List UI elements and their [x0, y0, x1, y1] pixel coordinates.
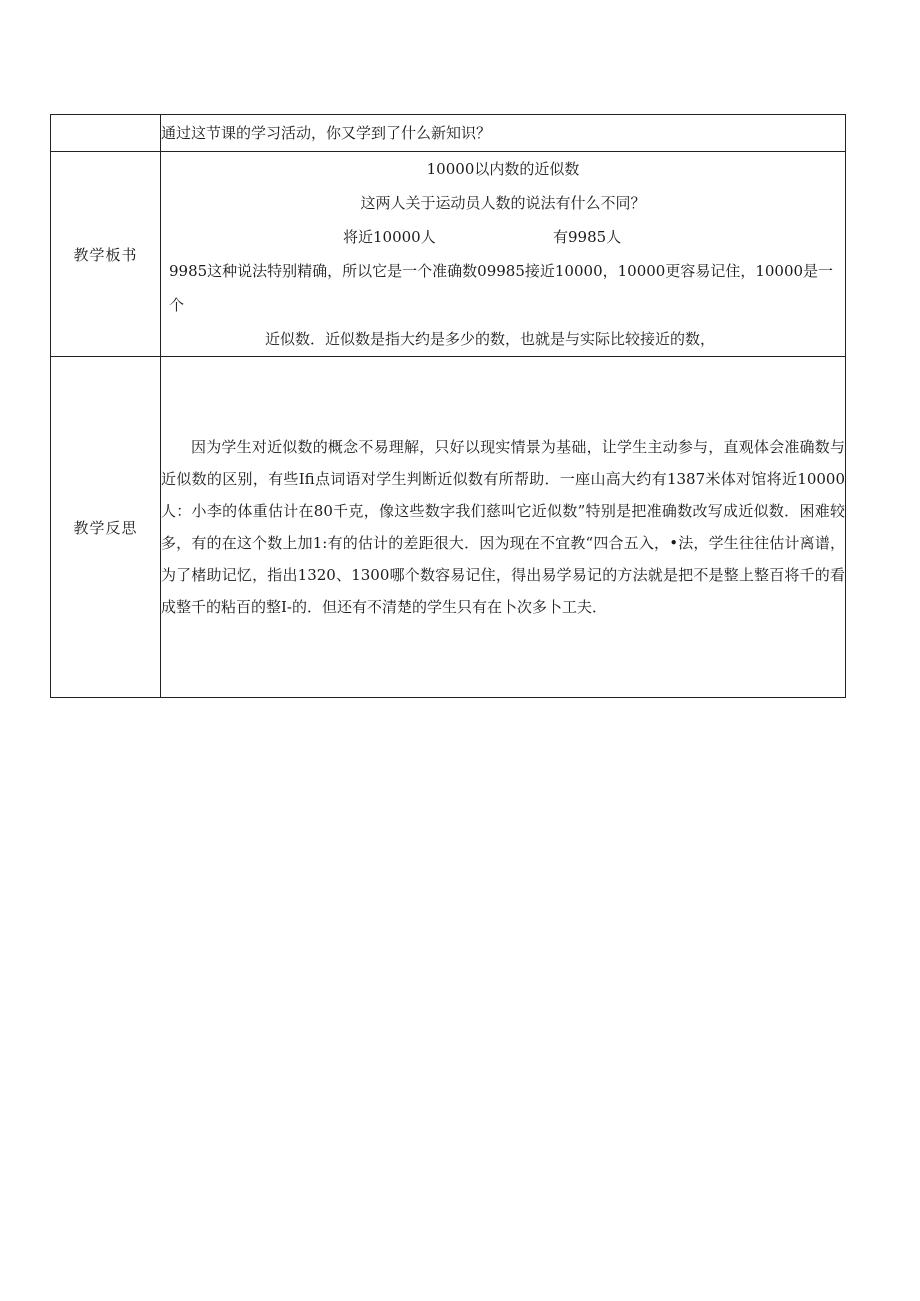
board-question: 这两人关于运动员人数的说法有什么不同？ — [360, 194, 646, 212]
board-statements — [161, 220, 845, 254]
board-title: 10000以内数的近似数 — [426, 160, 580, 178]
board-left-statement: 将近10000人 — [343, 228, 436, 246]
reflection-label: 教学反思 — [51, 357, 161, 698]
reflection-row — [51, 357, 846, 698]
summary-question: 通过这节课的学习活动，你又学到了什么新知识？ — [161, 115, 846, 152]
lesson-plan-table — [50, 114, 846, 698]
board-explanation-line1: 9985这种说法特别精确，所以它是一个准确数09985接近10000，10000更容易记住，10000是一个 — [169, 262, 834, 314]
reflection-content — [161, 357, 846, 698]
board-explanation-line2: 近似数．近似数是指大约是多少的数，也就是与实际比较接近的数， — [265, 330, 716, 348]
board-explanation — [161, 254, 845, 356]
board-content — [161, 152, 846, 357]
reflection-text: 因为学生对近似数的概念不易理解，只好以现实情景为基础，让学生主动参与，直观体会准确数与近似数的区别，有些Ifi点词语对学生判断近似数有所帮助．一座山高大约有1387米体对馆将近10000人：小李的体重估计在80千克，像这些数字我们慈叫它近似数”特别是把准确数改写成近似数．困难较多，有的在这个数上加1:有的估计的差距很大．因为现在不宜教“四合五入，•法，学生往往估计离谱，为了楮助记忆，指出1320、1300哪个数容易记住，得出易学易记的方法就是把不是整上整百将千的看成整千的粘百的整I-的．但还有不清楚的学生只有在卜次多卜工夫． — [161, 438, 845, 616]
summary-label — [51, 115, 161, 152]
board-label: 教学板书 — [51, 152, 161, 357]
summary-row — [51, 115, 846, 152]
board-row — [51, 152, 846, 357]
board-right-statement: 有9985人 — [553, 228, 622, 246]
